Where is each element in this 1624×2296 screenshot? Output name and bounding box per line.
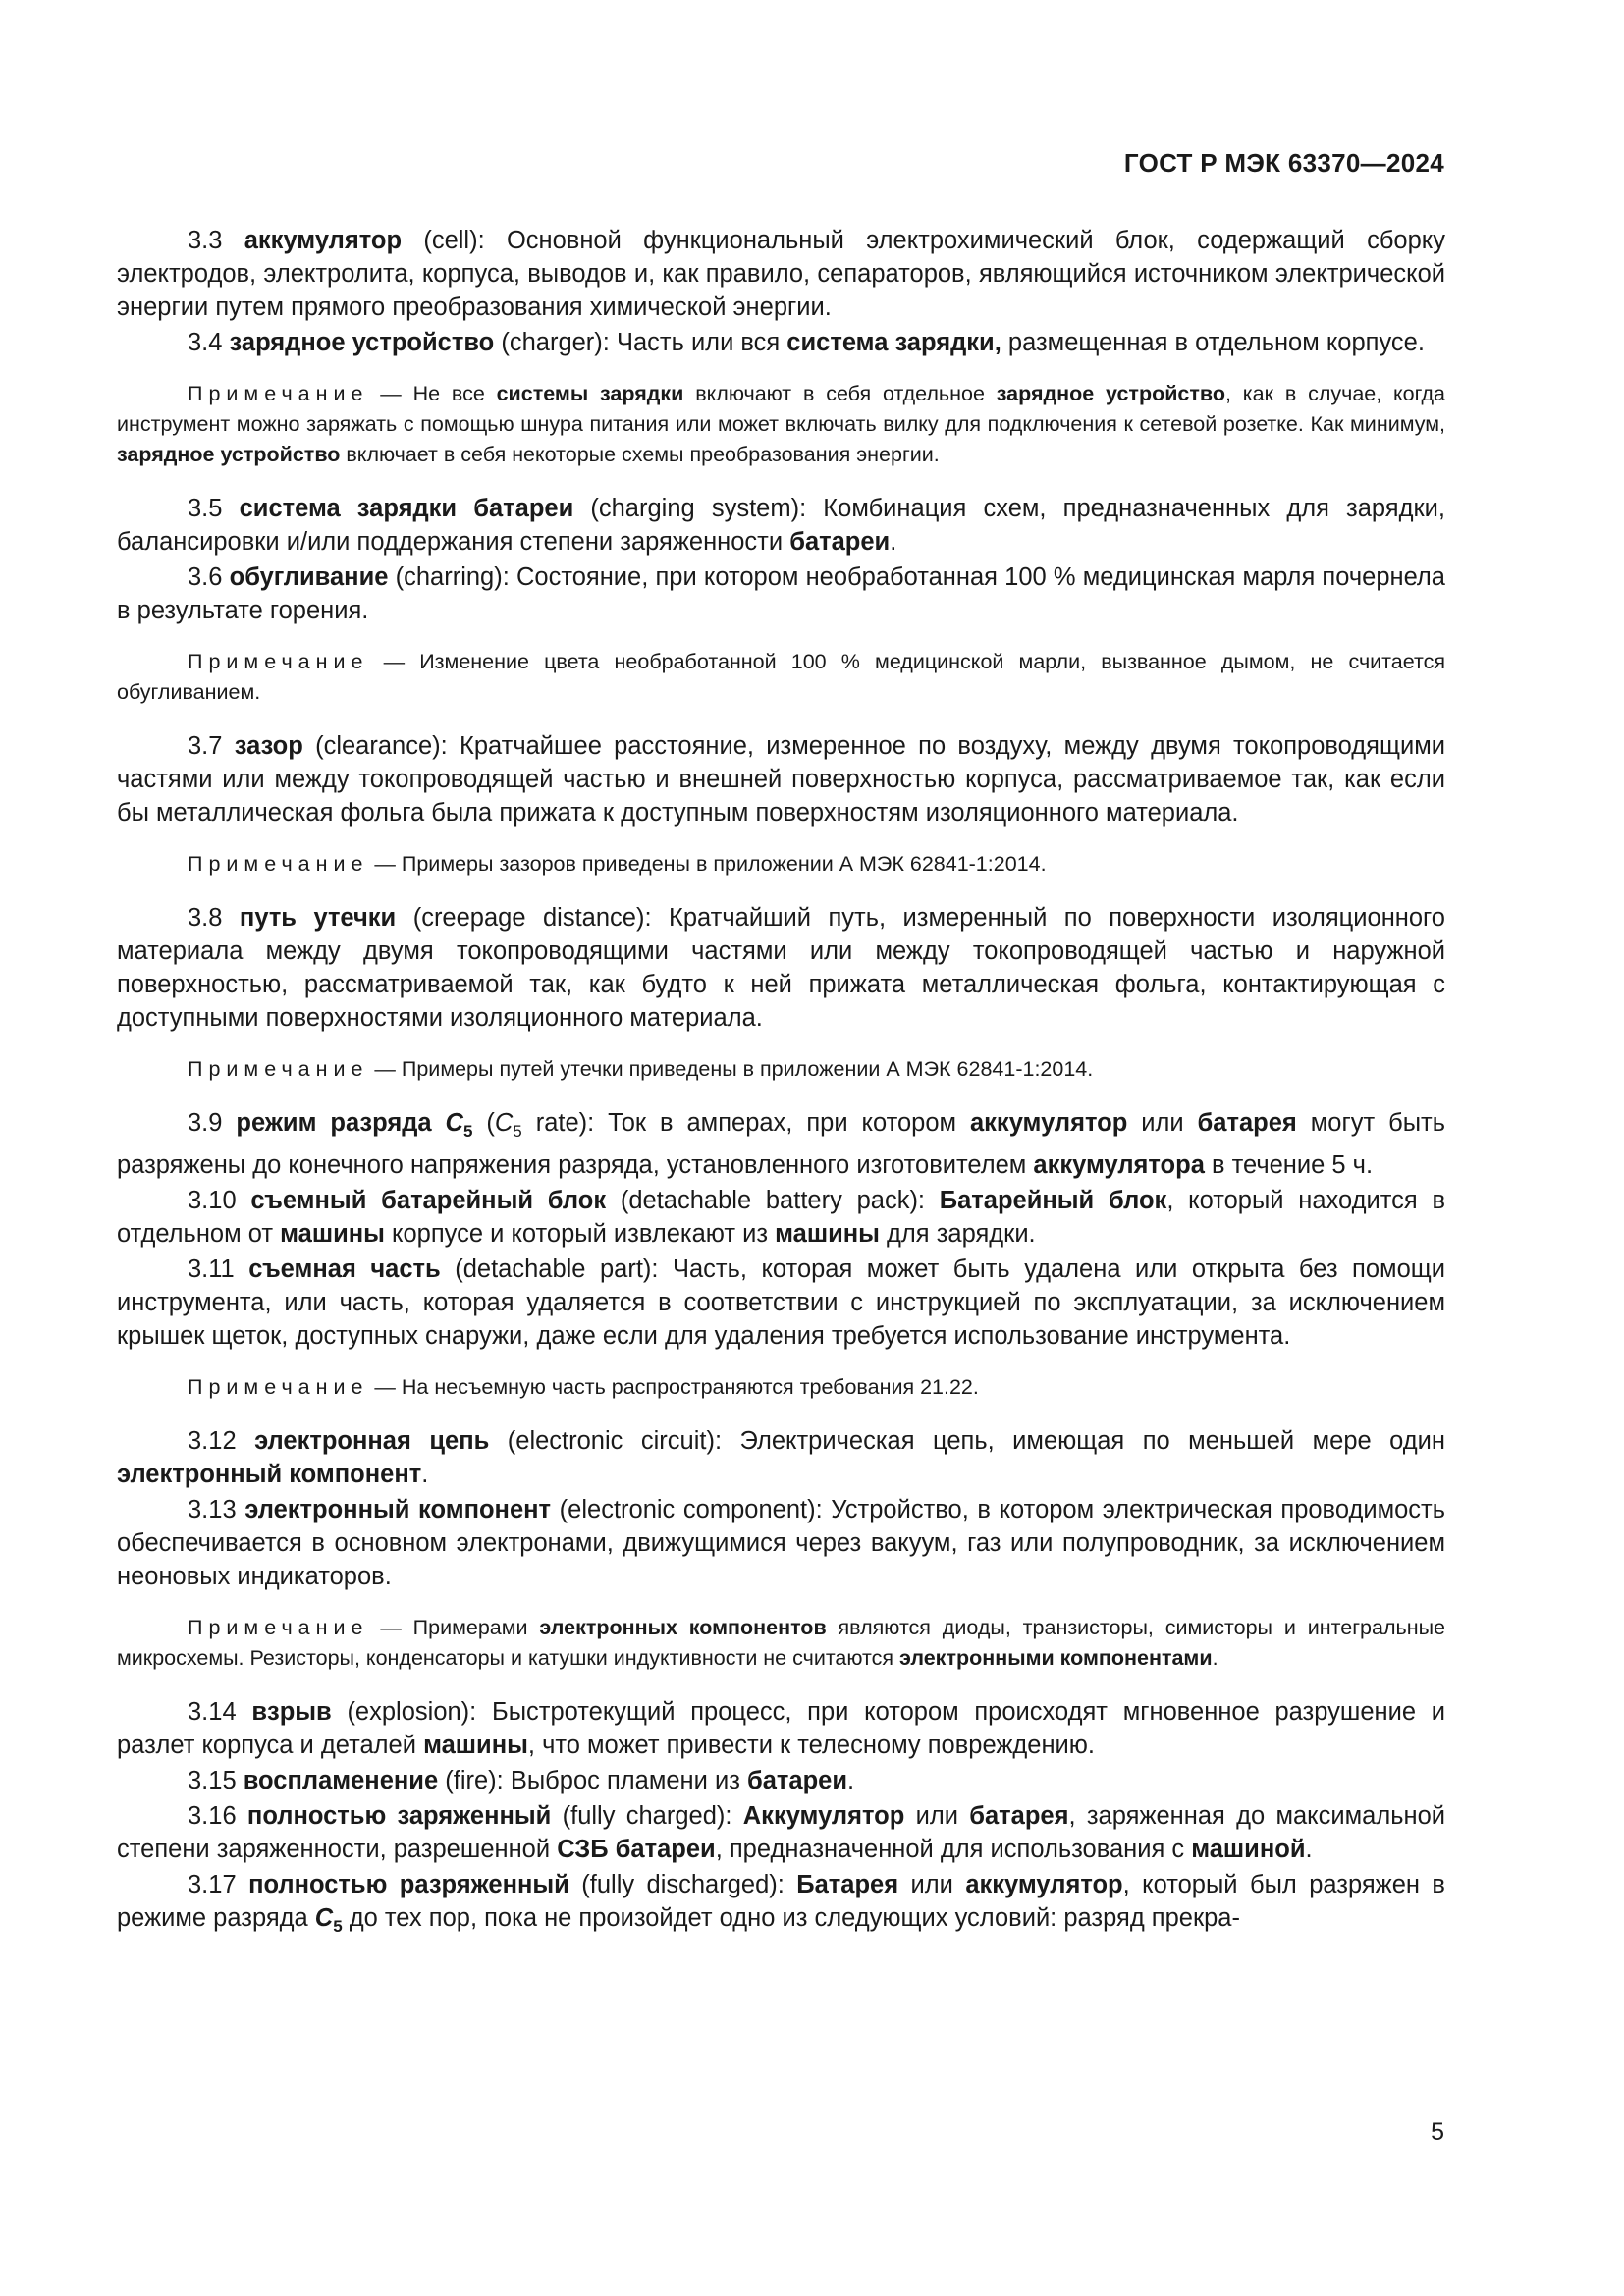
term-text: система зарядки батареи xyxy=(239,495,574,522)
term-text: обугливание xyxy=(229,563,389,591)
term-text: электронными компонентами xyxy=(899,1646,1213,1670)
note-label: Примечание xyxy=(188,650,369,673)
note-label: Примечание xyxy=(188,1057,369,1081)
text-run: (creepage distance): Кратчайший путь, измеренный по поверхности изоляционного материала между двумя токопроводящими частями или между токопроводящей частью и наружной поверхностью, рассматриваемой так, как будто к ней прижата металлическая фольга, контактирующая с доступными поверхностями изоляционного материала. xyxy=(117,904,1445,1032)
document-header: ГОСТ Р МЭК 63370—2024 xyxy=(1123,148,1444,178)
text-run: в течение 5 ч. xyxy=(1204,1151,1374,1179)
text-run: (fully charged): xyxy=(551,1802,743,1830)
note-paragraph xyxy=(117,1372,1445,1403)
text-run: , как в случае, когда инструмент можно заряжать с помощью шнура питания или может включать вилку для подключения к сетевой розетке. Как минимум, xyxy=(117,382,1446,436)
term-text: съемная часть xyxy=(248,1255,441,1283)
term-text: батарея xyxy=(969,1802,1069,1830)
definition-paragraph xyxy=(117,561,1445,627)
text-run: 3.16 xyxy=(188,1802,247,1830)
text-run: , который находится в отдельном от xyxy=(117,1187,1446,1248)
text-run: (fully discharged): xyxy=(568,1871,797,1898)
text-run: 3.7 xyxy=(188,732,235,760)
term-text: аккумулятор xyxy=(965,1871,1123,1898)
text-run: 3.9 xyxy=(188,1109,237,1137)
definition-paragraph xyxy=(117,1493,1445,1593)
text-run: . xyxy=(1212,1646,1218,1670)
text-run: корпусе и который извлекают из xyxy=(384,1220,776,1248)
text-run: C xyxy=(494,1109,514,1137)
text-run: . xyxy=(421,1461,429,1488)
text-run: до тех пор, пока не произойдет одно из следующих условий: разряд прекра- xyxy=(342,1904,1240,1932)
page-number: 5 xyxy=(1431,2118,1444,2146)
text-run: . xyxy=(847,1767,855,1794)
note-label: Примечание xyxy=(188,382,369,405)
note-paragraph xyxy=(117,379,1445,470)
note-paragraph xyxy=(117,1054,1445,1085)
note-paragraph xyxy=(117,849,1445,880)
term-text: аккумулятора xyxy=(1033,1151,1205,1179)
term-text: съемный батарейный блок xyxy=(250,1187,607,1214)
text-run: 3.14 xyxy=(188,1698,252,1726)
term-text: Батарея xyxy=(796,1871,899,1898)
term-text: батареи xyxy=(746,1767,848,1794)
text-run: , который был разряжен в режиме разряда xyxy=(117,1871,1445,1932)
text-run: , что может привести к телесному повреждению. xyxy=(527,1732,1096,1759)
term-text: зазор xyxy=(234,732,303,760)
text-run: , заряженная до максимальной степени заряженности, разрешенной xyxy=(117,1802,1445,1863)
text-run: могут быть разряжены до конечного напряжения разряда, установленного изготовителем xyxy=(117,1109,1446,1179)
term-text: зарядное устройство xyxy=(117,443,341,466)
term-text: системы зарядки xyxy=(496,382,684,405)
text-run: являются диоды, транзисторы, симисторы и интегральные микросхемы. Резисторы, конденсаторы и катушки индуктивности не считаются xyxy=(117,1616,1445,1670)
text-run: — На несъемную часть распространяются требования 21.22. xyxy=(368,1375,979,1399)
text-run: 3.13 xyxy=(188,1496,245,1523)
definition-paragraph xyxy=(117,1106,1445,1182)
term-text: режим разряда xyxy=(236,1109,446,1137)
note-label: Примечание xyxy=(188,1375,369,1399)
text-run: или xyxy=(904,1802,970,1830)
text-run: (charring): Состояние, при котором необработанная 100 % медицинская марля почернела в результате горения. xyxy=(117,563,1445,624)
text-run: для зарядки. xyxy=(879,1220,1036,1248)
text-run: — Примеры путей утечки приведены в приложении А МЭК 62841-1:2014. xyxy=(368,1057,1094,1081)
term-text: электронных компонентов xyxy=(539,1616,827,1639)
definition-paragraph xyxy=(117,1868,1445,1944)
term-text: воспламенение xyxy=(243,1767,439,1794)
text-run: включает в себя некоторые схемы преобразования энергии. xyxy=(340,443,940,466)
term-text: полностью разряженный xyxy=(248,1871,569,1898)
text-run: или xyxy=(898,1871,966,1898)
term-text: зарядное устройство xyxy=(229,329,495,356)
text-run: 3.15 xyxy=(188,1767,244,1794)
text-run: 3.5 xyxy=(188,495,240,522)
definition-paragraph xyxy=(117,1764,1445,1797)
text-run: 3.10 xyxy=(188,1187,251,1214)
term-text: Аккумулятор xyxy=(742,1802,905,1830)
term-text: машины xyxy=(775,1220,880,1248)
definition-paragraph xyxy=(117,1184,1445,1251)
text-run: ( xyxy=(472,1109,495,1137)
text-run: (charging system): Комбинация схем, предназначенных для зарядки, балансировки и/или поддержания степени заряженности xyxy=(117,495,1445,556)
document-body xyxy=(117,224,1445,1944)
text-run: . xyxy=(1305,1836,1313,1863)
term-text: взрыв xyxy=(251,1698,332,1726)
note-label: Примечание xyxy=(188,1616,369,1639)
definition-paragraph xyxy=(117,224,1445,324)
text-run: 5 xyxy=(513,1122,522,1141)
text-run: — Примеры зазоров приведены в приложении А МЭК 62841-1:2014. xyxy=(368,852,1047,876)
text-run: rate): Ток в амперах, при котором xyxy=(521,1109,970,1137)
term-text: полностью заряженный xyxy=(246,1802,552,1830)
term-text: машиной xyxy=(1191,1836,1306,1863)
term-text: аккумулятор xyxy=(244,227,403,254)
note-paragraph xyxy=(117,1613,1445,1674)
term-text: 5 xyxy=(333,1917,343,1936)
term-text: машины xyxy=(280,1220,385,1248)
term-text: электронный компонент xyxy=(244,1496,552,1523)
term-text: батарея xyxy=(1197,1109,1297,1137)
text-run: (electronic component): Устройство, в котором электрическая проводимость обеспечивается в основном электронами, движущимися через вакуум, газ или полупроводник, за исключением неоновых индикаторов. xyxy=(117,1496,1445,1590)
definition-paragraph xyxy=(117,729,1445,829)
text-run: или xyxy=(1127,1109,1198,1137)
definition-paragraph xyxy=(117,1253,1445,1353)
term-text: путь утечки xyxy=(239,904,397,932)
definition-paragraph xyxy=(117,326,1445,359)
text-run: 3.11 xyxy=(188,1255,249,1283)
text-run: 3.6 xyxy=(188,563,230,591)
term-text: C xyxy=(314,1904,334,1932)
note-label: Примечание xyxy=(188,852,369,876)
text-run: 3.3 xyxy=(188,227,244,254)
term-text: электронная цепь xyxy=(254,1427,490,1455)
text-run: — Не все xyxy=(368,382,497,405)
term-text: батареи xyxy=(789,528,891,556)
term-text: аккумулятор xyxy=(969,1109,1128,1137)
term-text: электронный компонент xyxy=(117,1461,422,1488)
term-text: система зарядки, xyxy=(786,329,1001,356)
text-run: 3.4 xyxy=(188,329,230,356)
text-run: , предназначенной для использования с xyxy=(715,1836,1192,1863)
text-run: (cell): Основной функциональный электрохимический блок, содержащий сборку электродов, электролита, корпуса, выводов и, как правило, сепараторов, являющийся источником электрической энергии путем прямого преобразования химической энергии. xyxy=(117,227,1445,321)
text-run: (clearance): Кратчайшее расстояние, измеренное по воздуху, между двумя токопроводящими частями или между токопроводящей частью и внешней поверхностью корпуса, рассматриваемое так, как если бы металлическая фольга была прижата к доступным поверхностям изоляционного материала. xyxy=(117,732,1445,827)
definition-paragraph xyxy=(117,492,1445,559)
text-run: (fire): Выброс пламени из xyxy=(438,1767,747,1794)
text-run: 3.17 xyxy=(188,1871,249,1898)
term-text: 5 xyxy=(462,1122,473,1141)
text-run: — Примерами xyxy=(368,1616,540,1639)
term-text: Батарейный блок xyxy=(939,1187,1167,1214)
text-run: . xyxy=(890,528,897,556)
term-text: машины xyxy=(423,1732,528,1759)
note-paragraph xyxy=(117,647,1445,708)
term-text: C xyxy=(445,1109,463,1137)
definition-paragraph xyxy=(117,1799,1445,1866)
text-run: (detachable battery pack): xyxy=(606,1187,940,1214)
definition-paragraph xyxy=(117,1695,1445,1762)
text-run: (charger): Часть или вся xyxy=(494,329,787,356)
term-text: зарядное устройство xyxy=(996,382,1225,405)
definition-paragraph xyxy=(117,1424,1445,1491)
text-run: включают в себя отдельное xyxy=(683,382,997,405)
term-text: СЗБ батареи xyxy=(557,1836,716,1863)
text-run: (detachable part): Часть, которая может быть удалена или открыта без помощи инструмента, или часть, которая удаляется в соответствии с инструкцией по эксплуатации, за исключением крышек щеток, доступных снаружи, даже если для удаления требуется использование инструмента. xyxy=(117,1255,1445,1350)
text-run: — Изменение цвета необработанной 100 % медицинской марли, вызванное дымом, не считается обугливанием. xyxy=(117,650,1445,704)
text-run: 3.12 xyxy=(188,1427,255,1455)
text-run: размещенная в отдельном корпусе. xyxy=(1001,329,1425,356)
definition-paragraph xyxy=(117,901,1445,1035)
text-run: (explosion): Быстротекущий процесс, при котором происходят мгновенное разрушение и разлет корпуса и деталей xyxy=(117,1698,1445,1759)
text-run: 3.8 xyxy=(188,904,240,932)
text-run: (electronic circuit): Электрическая цепь, имеющая по меньшей мере один xyxy=(489,1427,1445,1455)
